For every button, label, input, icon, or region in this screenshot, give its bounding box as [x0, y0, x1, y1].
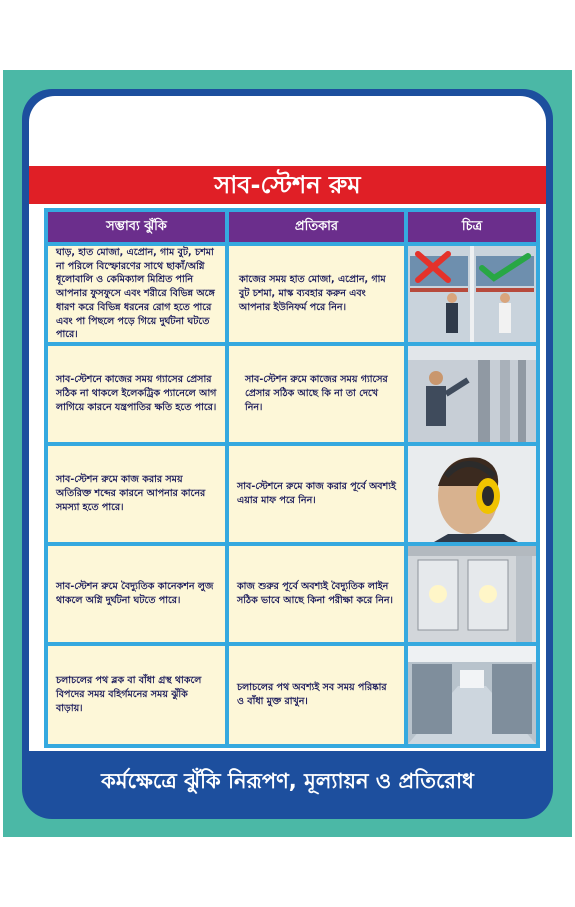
row-5-picture	[408, 646, 536, 744]
row-1-risk: ঘাড়, হাত মোজা, এপ্রোন, গাম বুট, চশমা না পরিলে বিস্ফোরণের সাথে ছাকাঁ/অগ্নি ধূলোবালি ও কেমিক্যাল মিশ্রিত পানি আপনার ফুসফুসে এবং শরীরে বিভিন্ন অঙ্গে ধারণ করে বিভিন্ন ধরনের রোগ হতে পারে এবং পা পিছলে পড়ে গিয়ে দুর্ঘটনা ঘটতে পারে।	[48, 246, 225, 342]
page-title: সাব-স্টেশন রুম	[29, 166, 546, 204]
footer-slogan: কর্মক্ষেত্রে ঝুঁকি নিরূপণ, মূল্যায়ন ও প্রতিরোধ	[29, 757, 546, 805]
row-4-remedy: কাজ শুরুর পূর্বে অবশ্যই বৈদ্যুতিক লাইন সঠিক ভাবে আছে কিনা পরীক্ষা করে নিন।	[229, 546, 404, 642]
row-5-remedy: চলাচলের পথ অবশ্যই সব সময় পরিষ্কার ও বাঁধা মুক্ত রাখুন।	[229, 646, 404, 744]
header-remedy: প্রতিকার	[229, 212, 404, 242]
row-1-picture	[408, 246, 536, 342]
row-2-remedy: সাব-স্টেশন রুমে কাজের সময় গ্যাসের প্রেসার সঠিক আছে কি না তা দেখে নিন।	[229, 346, 404, 442]
row-4-risk: সাব-স্টেশন রুমে বৈদ্যুতিক কানেকশন লুজ থাকলে অগ্নি দুর্ঘটনা ঘটতে পারে।	[48, 546, 225, 642]
header-picture: চিত্র	[408, 212, 536, 242]
row-4-picture	[408, 546, 536, 642]
row-2-risk: সাব-স্টেশনে কাজের সময় গ্যাসের প্রেসার সঠিক না থাকলে ইলেকট্রিক প্যানেলে আগ লাগিয়ে কারনে যন্ত্রপাতির ক্ষতি হতে পারে।	[48, 346, 225, 442]
row-5-risk: চলাচলের পথ ব্লক বা বাঁধা গ্রস্থ থাকলে বিপদের সময় বহির্গমনের সময় ঝুঁকি বাড়ায়।	[48, 646, 225, 744]
row-1-remedy: কাজের সময় হাত মোজা, এপ্রোন, গাম বুট চশমা, মাস্ক ব্যবহার করুন এবং আপনার ইউনিফর্ম পরে নিন।	[229, 246, 404, 342]
row-3-risk: সাব-স্টেশন রুমে কাজ করার সময় অতিরিক্ত শব্দের কারনে আপনার কানের সমস্যা হতে পারে।	[48, 446, 225, 542]
row-3-remedy: সাব-স্টেশনে রুমে কাজ করার পূর্বে অবশ্যই এয়ার মাফ পরে নিন।	[229, 446, 404, 542]
row-3-picture	[408, 446, 536, 542]
row-2-picture	[408, 346, 536, 442]
header-risk: সম্ভাব্য ঝুঁকি	[48, 212, 225, 242]
